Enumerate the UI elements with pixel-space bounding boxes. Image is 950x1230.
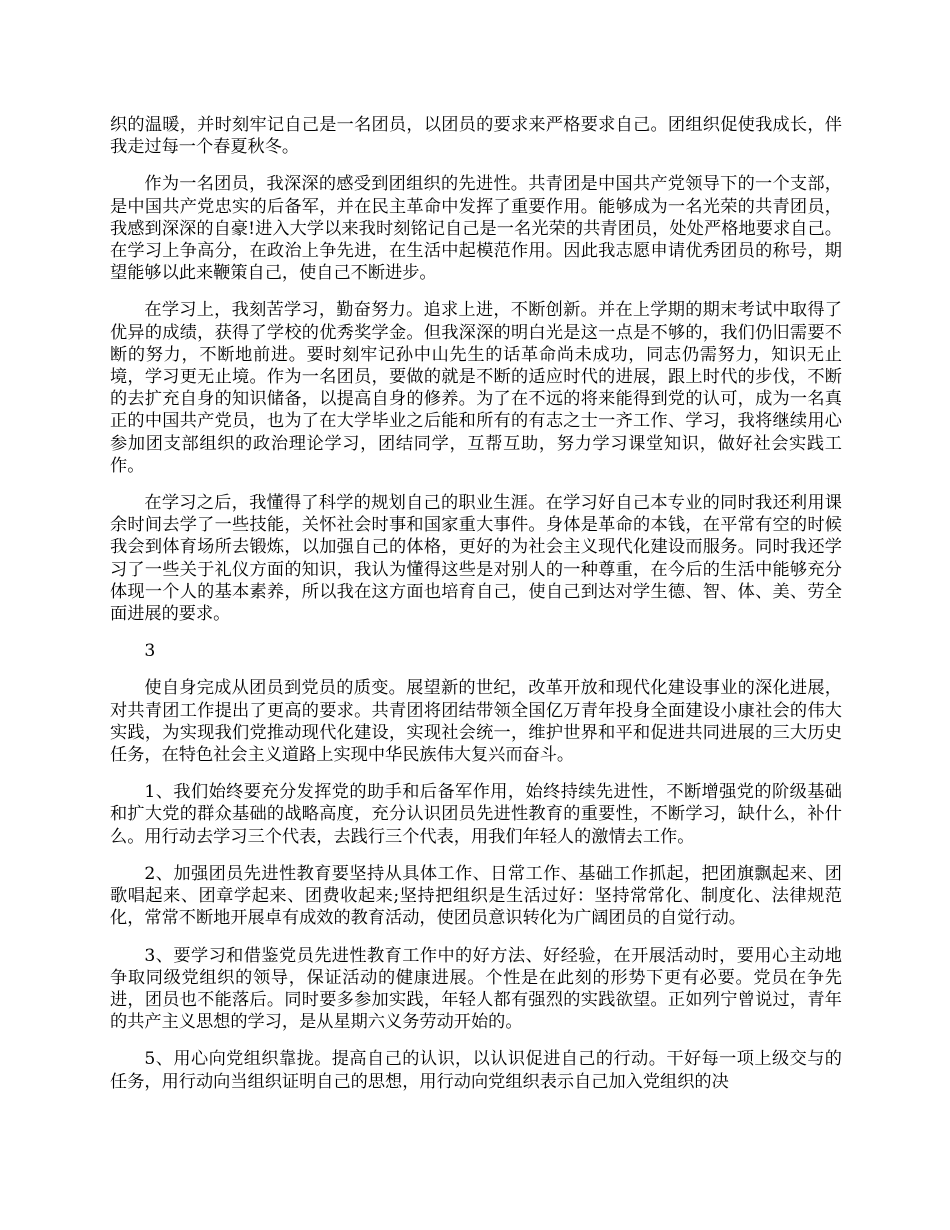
list-item-3: 3、要学习和借鉴党员先进性教育工作中的好方法、好经验，在开展活动时，要用心主动地争取同级党组织的领导，保证活动的健康进展。个性是在此刻的形势下更有必要。党员在争先进，团员也不能落后。同时要多参加实践，年轻人都有强烈的实践欲望。正如列宁曾说过，青年的共产主义思想的学习，是从星期六义务劳动开始的。 [110,945,842,1033]
document-body [110,114,842,1108]
list-item-1: 1、我们始终要充分发挥党的助手和后备军作用，始终持续先进性，不断增强党的阶级基础和扩大党的群众基础的战略高度，充分认识团员先进性教育的重要性，不断学习，缺什么，补什么。用行动去学习三个代表，去践行三个代表，用我们年轻人的激情去工作。 [110,782,842,847]
paragraph-advancedness: 作为一名团员，我深深的感受到团组织的先进性。共青团是中国共产党领导下的一个支部，是中国共产党忠实的后备军，并在民主革命中发挥了重要作用。能够成为一名光荣的共青团员，我感到深深的自豪!进入大学以来我时刻铭记自己是一名光荣的共青团员，处处严格地要求自己。在学习上争高分，在政治上争先进，在生活中起模范作用。因此我志愿申请优秀团员的称号，期望能够以此来鞭策自己，使自己不断进步。 [110,174,842,284]
paragraph-study: 在学习上，我刻苦学习，勤奋努力。追求上进，不断创新。并在上学期的期末考试中取得了优异的成绩，获得了学校的优秀奖学金。但我深深的明白光是这一点是不够的，我们仍旧需要不断的努力，不断地前进。要时刻牢记孙中山先生的话革命尚未成功，同志仍需努力，知识无止境，学习更无止境。作为一名团员，要做的就是不断的适应时代的进展，跟上时代的步伐，不断的去扩充自身的知识储备，以提高自身的修养。为了在不远的将来能得到党的认可，成为一名真正的中国共产党员，也为了在大学毕业之后能和所有的有志之士一齐工作、学习，我将继续用心参加团支部组织的政治理论学习，团结同学，互帮互助，努力学习课堂知识，做好社会实践工作。 [110,300,842,476]
list-item-2: 2、加强团员先进性教育要坚持从具体工作、日常工作、基础工作抓起，把团旗飘起来、团歌唱起来、团章学起来、团费收起来;坚持把组织是生活过好：坚持常常化、制度化、法律规范化，常常不断地开展卓有成效的教育活动，使团员意识转化为广阔团员的自觉行动。 [110,863,842,929]
paragraph-career: 在学习之后，我懂得了科学的规划自己的职业生涯。在学习好自己本专业的同时我还利用课余时间去学了一些技能，关怀社会时事和国家重大事件。身体是革命的本钱，在平常有空的时候我会到体育场所去锻炼，以加强自己的体格，更好的为社会主义现代化建设而服务。同时我还学习了一些关于礼仪方面的知识，我认为懂得这些是对别人的一种尊重，在今后的生活中能够充分体现一个人的基本素养，所以我在这方面也培育自己，使自己到达对学生德、智、体、美、劳全面进展的要求。 [110,493,842,625]
paragraph-transformation: 使自身完成从团员到党员的质变。展望新的世纪，改革开放和现代化建设事业的深化进展，对共青团工作提出了更高的要求。共青团将团结带领全国亿万青年投身全面建设小康社会的伟大实践，为实现我们党推动现代化建设，实现社会统一，维护世界和平和促进共同进展的三大历史任务，在特色社会主义道路上实现中华民族伟大复兴而奋斗。 [110,678,842,766]
page-number-marker: 3 [144,641,156,662]
list-item-5: 5、用心向党组织靠拢。提高自己的认识，以认识促进自己的行动。干好每一项上级交与的任务，用行动向当组织证明自己的思想，用行动向党组织表示自己加入党组织的决 [110,1049,842,1092]
paragraph-continuation: 织的温暖，并时刻牢记自己是一名团员，以团员的要求来严格要求自己。团组织促使我成长，伴我走过每一个春夏秋冬。 [110,115,842,158]
